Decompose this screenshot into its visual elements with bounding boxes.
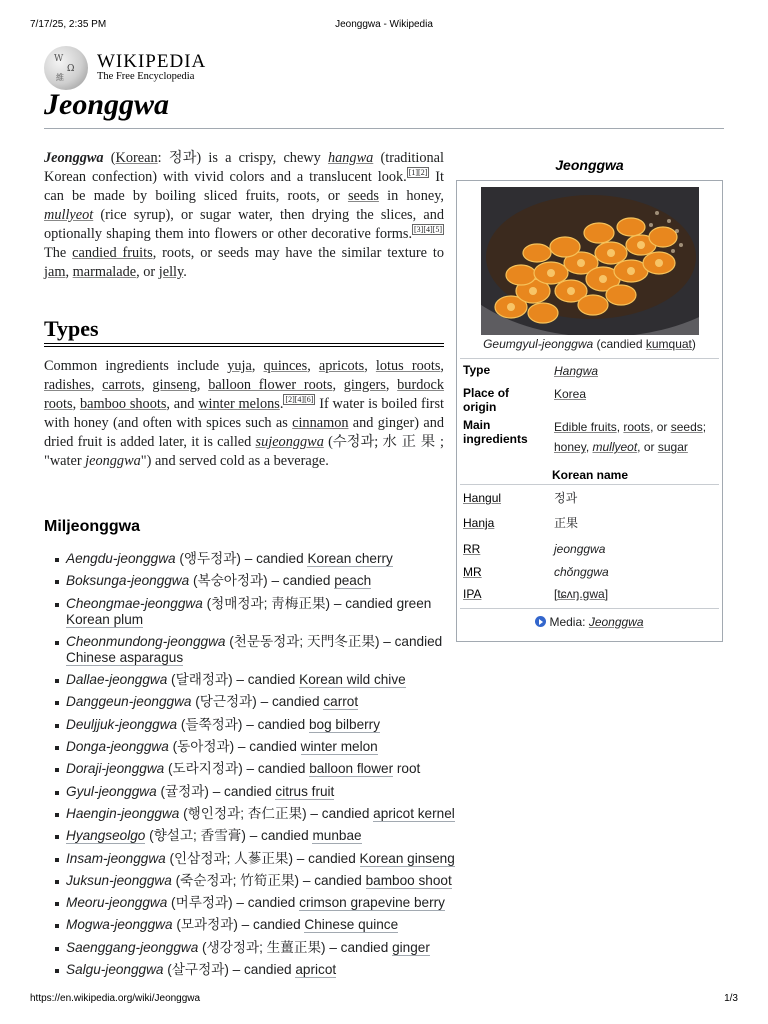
types-text: , xyxy=(440,358,444,374)
item-name: Donga-jeonggwa xyxy=(66,739,169,755)
item-name: Haengin-jeonggwa xyxy=(66,805,180,821)
list-item xyxy=(44,596,474,628)
section-divider xyxy=(44,343,444,344)
intro-text: (rice syrup), or sugar water, then drying the slices, and optionally shaping them into flowers or other decorative forms. xyxy=(44,207,444,242)
infobox-media xyxy=(457,615,722,629)
caption-text: (candied xyxy=(593,337,646,351)
infobox-label-ingredients xyxy=(463,418,528,446)
infobox-value-hanja: 正果 xyxy=(554,516,579,530)
item-link[interactable]: citrus fruit xyxy=(275,783,335,799)
section-heading-miljeonggwa: Miljeonggwa xyxy=(44,518,140,535)
candied-kumquat-image xyxy=(481,187,699,335)
infobox-label-type: Type xyxy=(463,363,491,377)
types-text: Common ingredients include xyxy=(44,358,228,374)
item-link[interactable]: Korean cherry xyxy=(307,551,393,566)
reference-link[interactable]: [3][4][5] xyxy=(414,225,442,235)
intro-text: ( xyxy=(103,150,116,166)
link-cinnamon[interactable]: cinnamon xyxy=(292,415,349,431)
infobox-label-hangul xyxy=(463,491,501,505)
item-description: (머루정과) – candied xyxy=(167,895,300,911)
link-seeds[interactable]: seeds xyxy=(670,420,703,434)
intro-text: , roots, or seeds may have the similar texture to xyxy=(152,245,444,261)
wikipedia-logo[interactable] xyxy=(44,46,244,90)
intro-text: in honey, xyxy=(378,188,444,204)
link-radishes[interactable]: radishes xyxy=(44,377,91,393)
link-sugar[interactable]: sugar xyxy=(657,440,688,454)
infobox-label-mr xyxy=(463,565,482,579)
intro-text: (traditional Korean confection) with vivid colors and a translucent look. xyxy=(44,150,444,185)
types-text: , xyxy=(332,377,344,393)
print-header xyxy=(30,19,738,30)
media-label: Media: xyxy=(549,615,589,629)
types-text: , and xyxy=(166,396,199,412)
ingredients-label-line: ingredients xyxy=(463,432,528,446)
link-balloon-flower-roots[interactable]: balloon flower roots xyxy=(208,377,333,393)
link-carrots[interactable]: carrots xyxy=(102,377,142,393)
infobox-value-origin xyxy=(554,384,586,404)
item-suffix: root xyxy=(393,761,421,777)
infobox-divider xyxy=(460,358,719,359)
item-name[interactable]: Hyangseolgo xyxy=(66,828,146,844)
item-link[interactable]: Chinese asparagus xyxy=(66,649,184,665)
ingredients-text: ; xyxy=(702,420,707,434)
ingredients-text: , xyxy=(616,420,624,434)
intro-text: , or xyxy=(136,264,159,280)
item-link[interactable]: bog bilberry xyxy=(308,716,380,732)
infobox-divider xyxy=(460,484,719,485)
item-name: Insam-jeonggwa xyxy=(66,850,166,866)
link-gingers[interactable]: gingers xyxy=(343,377,386,393)
link-quinces[interactable]: quinces xyxy=(263,358,308,374)
item-description: (도라지정과) – candied xyxy=(164,761,310,777)
intro-text: : 정과) is a crispy, chewy xyxy=(157,150,328,166)
infobox-image[interactable] xyxy=(481,187,699,335)
item-description: (청매정과; 靑梅正果) – candied green xyxy=(202,595,432,611)
ingredients-text: , or xyxy=(650,420,671,434)
link-hanja[interactable]: Hanja xyxy=(463,516,495,530)
infobox-value-type xyxy=(554,361,598,381)
list-item xyxy=(44,940,474,956)
list-item xyxy=(44,717,474,733)
intro-text: . xyxy=(183,264,187,280)
print-datetime: 7/17/25, 2:35 PM xyxy=(30,19,107,30)
link-bamboo-shoots[interactable]: bamboo shoots xyxy=(79,396,167,412)
link-hangul[interactable]: Hangul xyxy=(463,491,502,505)
item-name: Boksunga-jeonggwa xyxy=(66,573,190,589)
item-name: Aengdu-jeonggwa xyxy=(66,551,176,566)
item-description: (동아정과) – candied xyxy=(168,739,301,755)
list-item xyxy=(44,784,474,800)
list-item xyxy=(44,739,474,755)
origin-label-line: Place of xyxy=(463,386,510,400)
item-name: Juksun-jeonggwa xyxy=(66,872,172,888)
types-text: ") and served cold as a beverage. xyxy=(140,453,329,469)
list-item xyxy=(44,828,474,844)
print-page-number: 1/3 xyxy=(724,993,738,1004)
infobox-divider xyxy=(460,608,719,609)
item-name: Deuljjuk-jeonggwa xyxy=(66,716,178,732)
types-text: , xyxy=(141,377,153,393)
item-description: (모과정과) – candied xyxy=(172,917,305,933)
link-apricots[interactable]: apricots xyxy=(318,358,365,374)
item-link[interactable]: bamboo shoot xyxy=(365,872,452,888)
types-text: (수정과; 水 正 果 ; "water xyxy=(44,434,445,469)
infobox-korean-name-header: Korean name xyxy=(552,468,629,482)
link-media-jeonggwa[interactable]: Jeonggwa xyxy=(588,615,644,629)
commons-media-icon xyxy=(535,616,546,627)
list-item xyxy=(44,962,474,978)
link-hangwa[interactable]: hangwa xyxy=(327,150,374,166)
item-link[interactable]: ginger xyxy=(392,939,430,955)
reference-link[interactable]: [1][2] xyxy=(408,168,428,178)
link-yuja[interactable]: yuja xyxy=(227,358,252,374)
link-roots[interactable]: roots xyxy=(623,420,651,434)
infobox-label-origin xyxy=(463,386,509,414)
wikipedia-tagline: The Free Encyclopedia xyxy=(97,71,195,82)
item-link[interactable]: apricot kernel xyxy=(373,805,455,821)
item-link[interactable]: munbae xyxy=(312,828,362,844)
item-name: Saenggang-jeonggwa xyxy=(66,939,199,955)
infobox-image-caption xyxy=(457,337,722,351)
intro-text: It can be made by boiling sliced fruits, roots, or xyxy=(44,169,444,204)
list-item xyxy=(44,917,474,933)
link-ginseng[interactable]: ginseng xyxy=(152,377,197,393)
item-description: (들쭉정과) – candied xyxy=(177,716,309,732)
ingredients-text: , or xyxy=(637,440,658,454)
section-divider xyxy=(44,346,444,347)
item-link[interactable]: Korean ginseng xyxy=(359,850,455,866)
list-item xyxy=(44,694,474,710)
types-text: , xyxy=(364,358,376,374)
item-name: Danggeun-jeonggwa xyxy=(66,694,192,710)
reference-link[interactable]: [2][4][6] xyxy=(285,395,314,405)
list-item xyxy=(44,761,474,777)
types-text: . xyxy=(279,396,284,412)
types-text: , xyxy=(385,377,398,393)
item-description: (당근정과) – candied xyxy=(191,694,324,710)
infobox-value-ipa xyxy=(554,584,608,604)
infobox-value-hangul: 정과 xyxy=(554,491,578,505)
link-mr[interactable]: MR xyxy=(463,565,482,579)
item-name: Doraji-jeonggwa xyxy=(66,761,165,777)
types-paragraph xyxy=(44,357,444,471)
types-italic-term: jeonggwa xyxy=(85,453,141,469)
wikipedia-globe-icon xyxy=(44,46,88,90)
title-divider xyxy=(44,128,724,129)
list-item xyxy=(44,873,474,889)
item-link[interactable]: apricot xyxy=(295,962,337,978)
link-korean[interactable]: Korean xyxy=(115,150,158,166)
link-hangwa[interactable]: Hangwa xyxy=(554,364,599,378)
list-item xyxy=(44,573,474,589)
intro-text: The xyxy=(44,245,73,261)
item-name: Mogwa-jeonggwa xyxy=(66,917,173,933)
item-name: Meoru-jeonggwa xyxy=(66,895,168,911)
item-name: Gyul-jeonggwa xyxy=(66,783,157,799)
intro-term: Jeonggwa xyxy=(44,150,104,166)
link-kumquat[interactable]: kumquat xyxy=(645,337,692,351)
item-name: Salgu-jeonggwa xyxy=(66,962,164,978)
item-description: (복숭아정과) – candied xyxy=(189,573,335,589)
section-heading-types: Types xyxy=(44,316,99,341)
link-rr[interactable]: RR xyxy=(463,542,481,556)
infobox xyxy=(456,180,723,642)
infobox-value-rr: jeonggwa xyxy=(554,542,606,556)
types-text: and ginger) and dried fruit is added later, it is called xyxy=(44,415,445,450)
link-burdock-roots[interactable]: burdock roots xyxy=(44,377,445,412)
link-mullyeot[interactable]: mullyeot xyxy=(44,207,94,223)
infobox-label-rr xyxy=(463,542,480,556)
item-link[interactable]: crimson grapevine berry xyxy=(299,895,445,911)
infobox-value-mr: chŏnggwa xyxy=(554,565,609,579)
item-description: (인삼정과; 人蔘正果) – candied xyxy=(165,850,360,866)
link-candied-fruits[interactable]: candied fruits xyxy=(72,245,153,261)
link-winter-melons[interactable]: winter melons xyxy=(198,396,280,412)
link-ipa-value[interactable]: [tɕʌŋ.gwa] xyxy=(554,587,609,601)
item-description: (살구정과) – candied xyxy=(163,962,296,978)
item-description: (달래정과) – candied xyxy=(167,672,300,688)
link-korea[interactable]: Korea xyxy=(554,387,587,401)
types-text: , xyxy=(196,377,209,393)
page-title: Jeonggwa xyxy=(44,88,170,121)
infobox-title: Jeonggwa xyxy=(555,157,624,173)
puzzle-glyph: W xyxy=(54,54,64,64)
item-link[interactable]: Chinese quince xyxy=(304,917,399,933)
infobox-label-hanja xyxy=(463,516,494,530)
wikipedia-wordmark: WIKIPEDIA xyxy=(97,51,207,72)
item-link[interactable]: balloon flower xyxy=(309,761,394,777)
item-link[interactable]: Korean wild chive xyxy=(299,672,406,688)
link-sujeonggwa[interactable]: sujeonggwa xyxy=(255,434,324,450)
types-text: , xyxy=(307,358,319,374)
types-text: If water is boiled first with honey (and often with spices such as xyxy=(44,396,444,431)
list-item xyxy=(44,551,474,567)
intro-paragraph xyxy=(44,149,444,282)
list-item xyxy=(44,672,474,688)
item-description: (죽순정과; 竹筍正果) – candied xyxy=(171,872,366,888)
link-mullyeot[interactable]: mullyeot xyxy=(592,440,638,454)
intro-text: , xyxy=(65,264,73,280)
infobox-value-ingredients xyxy=(554,417,706,457)
item-name: Dallae-jeonggwa xyxy=(66,672,168,688)
miljeonggwa-list xyxy=(44,551,474,984)
link-honey[interactable]: honey xyxy=(554,440,586,454)
types-text: , xyxy=(72,396,80,412)
item-description: (천문동정과; 天門冬正果) – candied xyxy=(225,633,443,649)
item-description: (앵두정과) – candied xyxy=(175,551,308,566)
item-description: (향설고; 香雪膏) – candied xyxy=(145,828,313,844)
caption-text: ) xyxy=(691,337,696,351)
item-link[interactable]: peach xyxy=(334,573,372,589)
item-name: Cheongmae-jeonggwa xyxy=(66,595,203,611)
list-item xyxy=(44,851,474,867)
item-description: (귤정과) – candied xyxy=(156,783,276,799)
print-url: https://en.wikipedia.org/wiki/Jeonggwa xyxy=(30,993,201,1004)
item-link[interactable]: carrot xyxy=(323,694,359,710)
puzzle-glyph: 維 xyxy=(56,73,64,82)
item-link[interactable]: winter melon xyxy=(300,739,378,755)
item-description: (행인정과; 杏仁正果) – candied xyxy=(179,805,374,821)
link-marmalade[interactable]: marmalade xyxy=(72,264,137,280)
item-name: Cheonmundong-jeonggwa xyxy=(66,633,226,649)
list-item xyxy=(44,895,474,911)
types-text: , xyxy=(90,377,103,393)
link-jam[interactable]: jam xyxy=(44,264,66,280)
puzzle-glyph: Ω xyxy=(67,64,75,74)
types-text: , xyxy=(251,358,264,374)
link-jelly[interactable]: jelly xyxy=(158,264,184,280)
ingredients-text: , xyxy=(585,440,593,454)
item-link[interactable]: Korean plum xyxy=(66,611,144,627)
item-description: (생강정과; 生薑正果) – candied xyxy=(198,939,393,955)
list-item xyxy=(44,634,474,666)
infobox-label-ipa xyxy=(463,587,481,601)
link-seeds[interactable]: seeds xyxy=(347,188,379,204)
link-ipa[interactable]: IPA xyxy=(463,587,482,601)
link-lotus-roots[interactable]: lotus roots xyxy=(375,358,441,374)
caption-italic: Geumgyul-jeonggwa xyxy=(483,337,594,351)
origin-label-line: origin xyxy=(463,400,497,414)
link-edible-fruits[interactable]: Edible fruits xyxy=(554,420,617,434)
ingredients-label-line: Main xyxy=(463,418,491,432)
list-item xyxy=(44,806,474,822)
print-title: Jeonggwa - Wikipedia xyxy=(335,19,433,30)
print-footer xyxy=(30,993,738,1004)
